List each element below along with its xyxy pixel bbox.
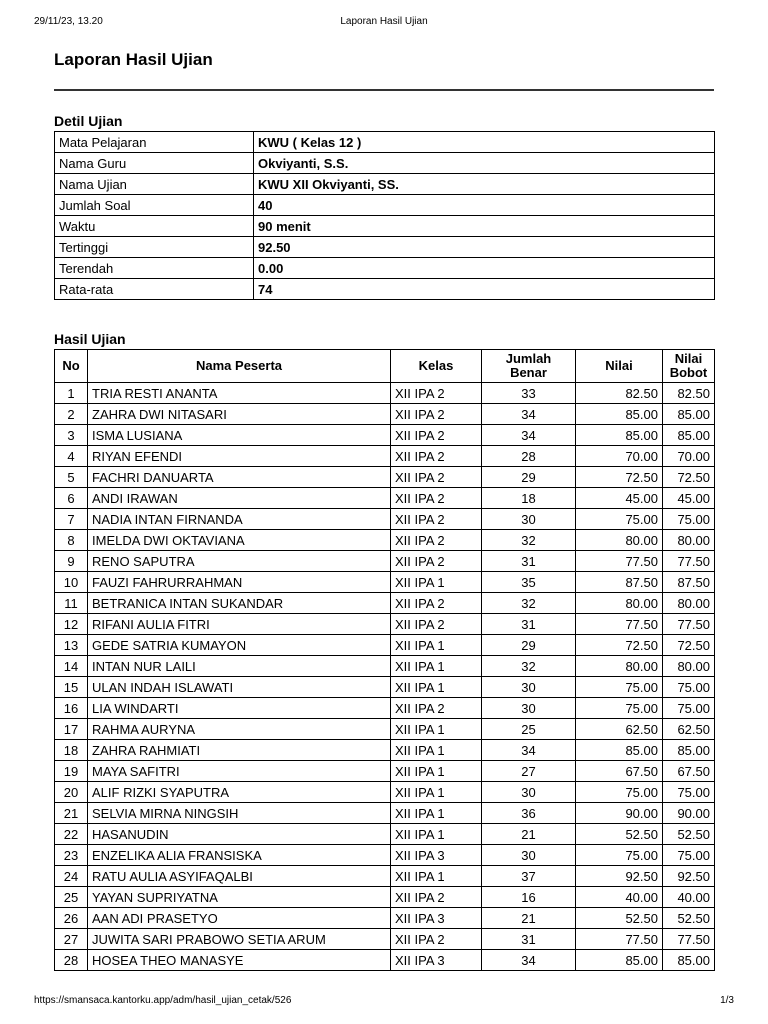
- cell-nama: HOSEA THEO MANASYE: [88, 950, 391, 971]
- detail-row: [55, 132, 715, 153]
- cell-no: 3: [55, 425, 88, 446]
- detail-value: 90 menit: [254, 216, 715, 237]
- detail-label: Jumlah Soal: [55, 195, 254, 216]
- cell-no: 12: [55, 614, 88, 635]
- cell-nama: SELVIA MIRNA NINGSIH: [88, 803, 391, 824]
- cell-nilai-bobot: 75.00: [663, 782, 715, 803]
- cell-nilai: 67.50: [576, 761, 663, 782]
- results-header-row: [55, 350, 715, 383]
- cell-jumlah-benar: 35: [482, 572, 576, 593]
- cell-no: 24: [55, 866, 88, 887]
- cell-nilai: 40.00: [576, 887, 663, 908]
- cell-jumlah-benar: 36: [482, 803, 576, 824]
- cell-no: 14: [55, 656, 88, 677]
- cell-nama: RIYAN EFENDI: [88, 446, 391, 467]
- detail-value: Okviyanti, S.S.: [254, 153, 715, 174]
- table-row: [55, 467, 715, 488]
- cell-jumlah-benar: 34: [482, 950, 576, 971]
- cell-nilai: 85.00: [576, 425, 663, 446]
- cell-no: 27: [55, 929, 88, 950]
- cell-kelas: XII IPA 3: [391, 908, 482, 929]
- cell-nilai: 75.00: [576, 509, 663, 530]
- cell-kelas: XII IPA 2: [391, 530, 482, 551]
- cell-jumlah-benar: 34: [482, 425, 576, 446]
- cell-jumlah-benar: 37: [482, 866, 576, 887]
- cell-jumlah-benar: 32: [482, 656, 576, 677]
- table-row: [55, 446, 715, 467]
- cell-nama: FAUZI FAHRURRAHMAN: [88, 572, 391, 593]
- cell-nilai-bobot: 92.50: [663, 866, 715, 887]
- cell-nilai-bobot: 85.00: [663, 404, 715, 425]
- cell-nilai: 80.00: [576, 530, 663, 551]
- cell-jumlah-benar: 30: [482, 698, 576, 719]
- results-section-title: Hasil Ujian: [54, 331, 126, 347]
- cell-nilai-bobot: 77.50: [663, 929, 715, 950]
- cell-no: 26: [55, 908, 88, 929]
- cell-kelas: XII IPA 2: [391, 446, 482, 467]
- cell-nilai: 80.00: [576, 593, 663, 614]
- col-header-nilai-text: Nilai: [674, 351, 703, 366]
- cell-nilai: 75.00: [576, 677, 663, 698]
- cell-jumlah-benar: 32: [482, 593, 576, 614]
- detail-value: 0.00: [254, 258, 715, 279]
- cell-nilai: 62.50: [576, 719, 663, 740]
- cell-jumlah-benar: 31: [482, 929, 576, 950]
- cell-kelas: XII IPA 2: [391, 593, 482, 614]
- cell-nilai-bobot: 40.00: [663, 887, 715, 908]
- cell-nilai: 85.00: [576, 404, 663, 425]
- cell-nilai: 77.50: [576, 614, 663, 635]
- table-row: [55, 383, 715, 404]
- table-row: [55, 803, 715, 824]
- print-doc-title: Laporan Hasil Ujian: [340, 16, 428, 27]
- table-row: [55, 845, 715, 866]
- table-row: [55, 782, 715, 803]
- cell-no: 7: [55, 509, 88, 530]
- cell-kelas: XII IPA 2: [391, 698, 482, 719]
- print-datetime: 29/11/23, 13.20: [34, 16, 103, 27]
- cell-kelas: XII IPA 1: [391, 824, 482, 845]
- cell-kelas: XII IPA 1: [391, 761, 482, 782]
- detail-label: Nama Guru: [55, 153, 254, 174]
- cell-no: 17: [55, 719, 88, 740]
- exam-detail-table: [54, 131, 715, 300]
- cell-no: 23: [55, 845, 88, 866]
- print-url: https://smansaca.kantorku.app/adm/hasil_ujian_cetak/526: [34, 995, 292, 1006]
- cell-kelas: XII IPA 1: [391, 803, 482, 824]
- cell-no: 2: [55, 404, 88, 425]
- cell-nama: FACHRI DANUARTA: [88, 467, 391, 488]
- cell-nilai-bobot: 72.50: [663, 635, 715, 656]
- cell-nama: RATU AULIA ASYIFAQALBI: [88, 866, 391, 887]
- cell-kelas: XII IPA 2: [391, 488, 482, 509]
- cell-nilai: 87.50: [576, 572, 663, 593]
- cell-nilai-bobot: 85.00: [663, 425, 715, 446]
- table-row: [55, 593, 715, 614]
- cell-no: 4: [55, 446, 88, 467]
- cell-nilai-bobot: 67.50: [663, 761, 715, 782]
- table-row: [55, 614, 715, 635]
- cell-kelas: XII IPA 1: [391, 782, 482, 803]
- cell-kelas: XII IPA 1: [391, 635, 482, 656]
- cell-no: 1: [55, 383, 88, 404]
- cell-jumlah-benar: 29: [482, 635, 576, 656]
- detail-label: Tertinggi: [55, 237, 254, 258]
- cell-nilai: 75.00: [576, 782, 663, 803]
- cell-nilai: 85.00: [576, 740, 663, 761]
- cell-nilai: 77.50: [576, 929, 663, 950]
- table-row: [55, 950, 715, 971]
- cell-nilai: 52.50: [576, 908, 663, 929]
- cell-nama: YAYAN SUPRIYATNA: [88, 887, 391, 908]
- table-row: [55, 425, 715, 446]
- cell-nama: ZAHRA RAHMIATI: [88, 740, 391, 761]
- cell-nilai-bobot: 62.50: [663, 719, 715, 740]
- detail-row: [55, 258, 715, 279]
- col-header-no: No: [55, 350, 88, 383]
- cell-nama: TRIA RESTI ANANTA: [88, 383, 391, 404]
- table-row: [55, 887, 715, 908]
- cell-jumlah-benar: 30: [482, 677, 576, 698]
- cell-no: 18: [55, 740, 88, 761]
- cell-kelas: XII IPA 2: [391, 614, 482, 635]
- cell-nilai: 85.00: [576, 950, 663, 971]
- cell-jumlah-benar: 30: [482, 845, 576, 866]
- cell-nilai: 72.50: [576, 467, 663, 488]
- table-row: [55, 551, 715, 572]
- cell-nama: GEDE SATRIA KUMAYON: [88, 635, 391, 656]
- cell-kelas: XII IPA 3: [391, 950, 482, 971]
- col-header-kelas: Kelas: [391, 350, 482, 383]
- cell-nilai-bobot: 90.00: [663, 803, 715, 824]
- cell-nama: ZAHRA DWI NITASARI: [88, 404, 391, 425]
- cell-nama: INTAN NUR LAILI: [88, 656, 391, 677]
- detail-section-title: Detil Ujian: [54, 113, 123, 129]
- detail-value: KWU XII Okviyanti, SS.: [254, 174, 715, 195]
- table-row: [55, 740, 715, 761]
- cell-nilai-bobot: 75.00: [663, 845, 715, 866]
- cell-nama: BETRANICA INTAN SUKANDAR: [88, 593, 391, 614]
- col-header-jumlah-benar: [482, 350, 576, 383]
- cell-nilai-bobot: 77.50: [663, 551, 715, 572]
- table-row: [55, 404, 715, 425]
- detail-row: [55, 195, 715, 216]
- cell-no: 13: [55, 635, 88, 656]
- cell-nilai-bobot: 82.50: [663, 383, 715, 404]
- cell-no: 11: [55, 593, 88, 614]
- cell-nilai: 90.00: [576, 803, 663, 824]
- cell-nilai: 52.50: [576, 824, 663, 845]
- cell-nilai: 77.50: [576, 551, 663, 572]
- cell-nama: JUWITA SARI PRABOWO SETIA ARUM: [88, 929, 391, 950]
- cell-no: 22: [55, 824, 88, 845]
- detail-label: Waktu: [55, 216, 254, 237]
- cell-kelas: XII IPA 1: [391, 740, 482, 761]
- cell-nilai: 75.00: [576, 698, 663, 719]
- cell-nilai-bobot: 75.00: [663, 677, 715, 698]
- cell-no: 8: [55, 530, 88, 551]
- cell-nilai-bobot: 80.00: [663, 656, 715, 677]
- cell-jumlah-benar: 21: [482, 908, 576, 929]
- col-header-nilai-bobot: [663, 350, 715, 383]
- cell-jumlah-benar: 33: [482, 383, 576, 404]
- page-title: Laporan Hasil Ujian: [54, 50, 213, 69]
- cell-nama: RIFANI AULIA FITRI: [88, 614, 391, 635]
- cell-nama: IMELDA DWI OKTAVIANA: [88, 530, 391, 551]
- cell-nilai: 72.50: [576, 635, 663, 656]
- cell-nilai: 82.50: [576, 383, 663, 404]
- detail-value: 92.50: [254, 237, 715, 258]
- cell-no: 19: [55, 761, 88, 782]
- table-row: [55, 635, 715, 656]
- cell-jumlah-benar: 34: [482, 404, 576, 425]
- cell-no: 15: [55, 677, 88, 698]
- cell-kelas: XII IPA 2: [391, 887, 482, 908]
- cell-jumlah-benar: 31: [482, 551, 576, 572]
- cell-nama: LIA WINDARTI: [88, 698, 391, 719]
- detail-row: [55, 279, 715, 300]
- cell-jumlah-benar: 30: [482, 782, 576, 803]
- cell-no: 9: [55, 551, 88, 572]
- detail-value: KWU ( Kelas 12 ): [254, 132, 715, 153]
- cell-no: 5: [55, 467, 88, 488]
- cell-nilai-bobot: 72.50: [663, 467, 715, 488]
- cell-jumlah-benar: 25: [482, 719, 576, 740]
- cell-nama: NADIA INTAN FIRNANDA: [88, 509, 391, 530]
- cell-nilai: 70.00: [576, 446, 663, 467]
- table-row: [55, 761, 715, 782]
- cell-nama: RAHMA AURYNA: [88, 719, 391, 740]
- cell-jumlah-benar: 34: [482, 740, 576, 761]
- cell-no: 6: [55, 488, 88, 509]
- cell-nama: HASANUDIN: [88, 824, 391, 845]
- detail-label: Nama Ujian: [55, 174, 254, 195]
- cell-kelas: XII IPA 1: [391, 572, 482, 593]
- cell-nama: ENZELIKA ALIA FRANSISKA: [88, 845, 391, 866]
- cell-nilai-bobot: 75.00: [663, 698, 715, 719]
- cell-nilai-bobot: 80.00: [663, 530, 715, 551]
- cell-nilai-bobot: 70.00: [663, 446, 715, 467]
- title-divider: [54, 89, 714, 91]
- cell-jumlah-benar: 29: [482, 467, 576, 488]
- col-header-nama: Nama Peserta: [88, 350, 391, 383]
- cell-no: 20: [55, 782, 88, 803]
- cell-no: 21: [55, 803, 88, 824]
- cell-nama: ULAN INDAH ISLAWATI: [88, 677, 391, 698]
- cell-nilai-bobot: 77.50: [663, 614, 715, 635]
- cell-nilai: 45.00: [576, 488, 663, 509]
- col-header-benar-text: Benar: [510, 365, 547, 380]
- cell-nilai-bobot: 87.50: [663, 572, 715, 593]
- cell-kelas: XII IPA 2: [391, 467, 482, 488]
- cell-jumlah-benar: 31: [482, 614, 576, 635]
- detail-row: [55, 237, 715, 258]
- cell-nilai: 92.50: [576, 866, 663, 887]
- cell-jumlah-benar: 18: [482, 488, 576, 509]
- cell-nilai-bobot: 52.50: [663, 908, 715, 929]
- detail-value: 40: [254, 195, 715, 216]
- col-header-jumlah-text: Jumlah: [505, 351, 552, 366]
- cell-no: 25: [55, 887, 88, 908]
- table-row: [55, 488, 715, 509]
- cell-nama: ALIF RIZKI SYAPUTRA: [88, 782, 391, 803]
- cell-kelas: XII IPA 1: [391, 719, 482, 740]
- table-row: [55, 530, 715, 551]
- detail-label: Mata Pelajaran: [55, 132, 254, 153]
- cell-nilai: 75.00: [576, 845, 663, 866]
- cell-nilai-bobot: 80.00: [663, 593, 715, 614]
- cell-jumlah-benar: 28: [482, 446, 576, 467]
- cell-no: 10: [55, 572, 88, 593]
- table-row: [55, 866, 715, 887]
- table-row: [55, 929, 715, 950]
- table-row: [55, 656, 715, 677]
- cell-kelas: XII IPA 1: [391, 866, 482, 887]
- exam-results-table: [54, 349, 715, 971]
- cell-nilai-bobot: 52.50: [663, 824, 715, 845]
- cell-no: 28: [55, 950, 88, 971]
- detail-value: 74: [254, 279, 715, 300]
- table-row: [55, 677, 715, 698]
- cell-nama: MAYA SAFITRI: [88, 761, 391, 782]
- cell-no: 16: [55, 698, 88, 719]
- cell-kelas: XII IPA 2: [391, 425, 482, 446]
- results-body: [55, 383, 715, 971]
- cell-nilai-bobot: 85.00: [663, 740, 715, 761]
- table-row: [55, 719, 715, 740]
- cell-nama: RENO SAPUTRA: [88, 551, 391, 572]
- col-header-bobot-text: Bobot: [669, 365, 708, 380]
- cell-kelas: XII IPA 1: [391, 677, 482, 698]
- cell-nilai-bobot: 75.00: [663, 509, 715, 530]
- cell-kelas: XII IPA 2: [391, 929, 482, 950]
- cell-nilai: 80.00: [576, 656, 663, 677]
- cell-nama: ANDI IRAWAN: [88, 488, 391, 509]
- cell-jumlah-benar: 27: [482, 761, 576, 782]
- table-row: [55, 572, 715, 593]
- cell-nama: ISMA LUSIANA: [88, 425, 391, 446]
- detail-row: [55, 153, 715, 174]
- col-header-nilai: Nilai: [576, 350, 663, 383]
- cell-nilai-bobot: 45.00: [663, 488, 715, 509]
- table-row: [55, 824, 715, 845]
- cell-jumlah-benar: 30: [482, 509, 576, 530]
- print-page-number: 1/3: [720, 995, 734, 1006]
- cell-kelas: XII IPA 1: [391, 656, 482, 677]
- cell-nilai-bobot: 85.00: [663, 950, 715, 971]
- cell-kelas: XII IPA 2: [391, 383, 482, 404]
- cell-jumlah-benar: 32: [482, 530, 576, 551]
- cell-kelas: XII IPA 2: [391, 404, 482, 425]
- table-row: [55, 698, 715, 719]
- table-row: [55, 908, 715, 929]
- cell-kelas: XII IPA 3: [391, 845, 482, 866]
- detail-label: Terendah: [55, 258, 254, 279]
- cell-kelas: XII IPA 2: [391, 551, 482, 572]
- detail-label: Rata-rata: [55, 279, 254, 300]
- cell-nama: AAN ADI PRASETYO: [88, 908, 391, 929]
- table-row: [55, 509, 715, 530]
- detail-row: [55, 174, 715, 195]
- cell-kelas: XII IPA 2: [391, 509, 482, 530]
- cell-jumlah-benar: 21: [482, 824, 576, 845]
- cell-jumlah-benar: 16: [482, 887, 576, 908]
- detail-row: [55, 216, 715, 237]
